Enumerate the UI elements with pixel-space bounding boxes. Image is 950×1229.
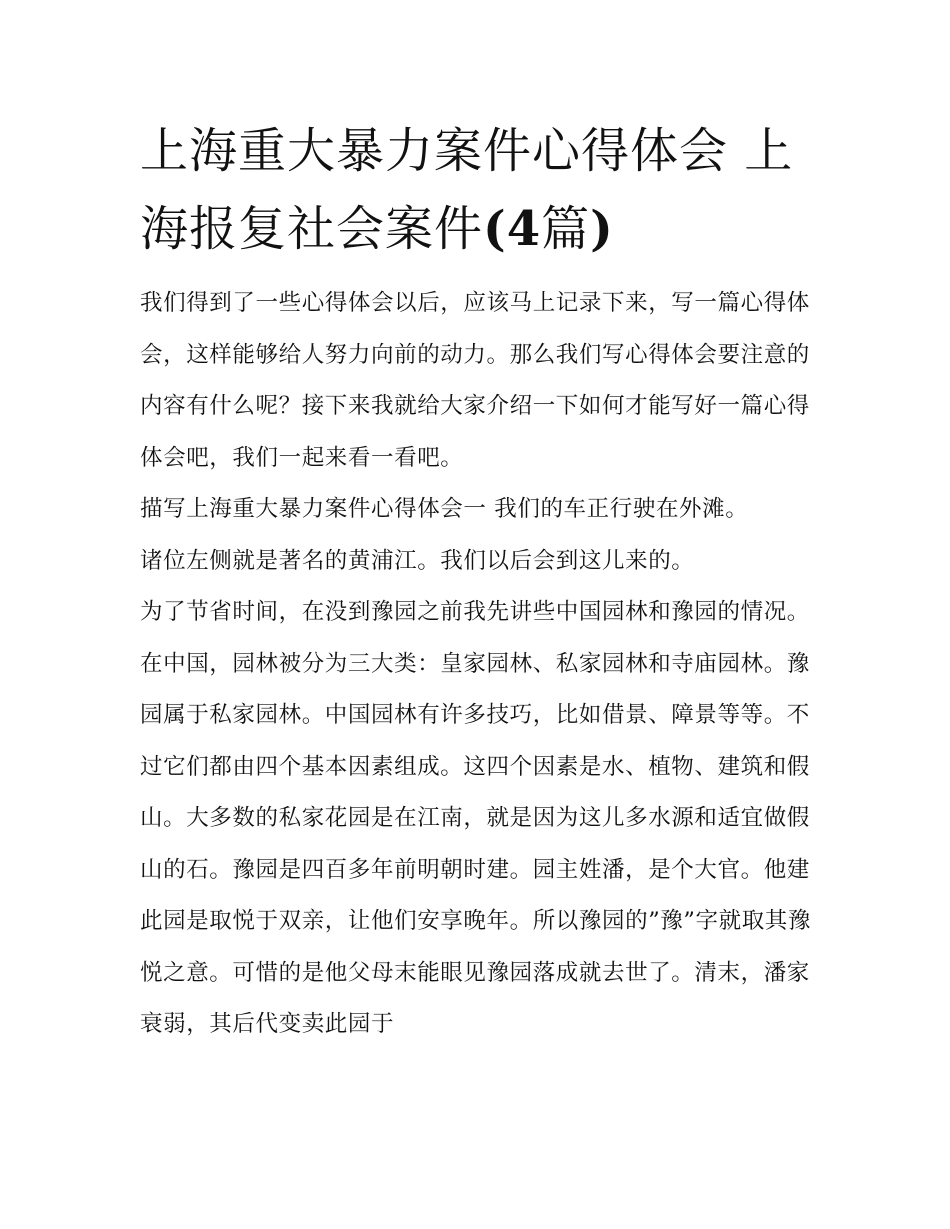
document-title: 上海重大暴力案件心得体会 上海报复社会案件(4篇) [140,123,794,257]
paragraph-huangpu: 诸位左侧就是著名的黄浦江。我们以后会到这儿来的。 [140,547,695,574]
document-body [140,278,820,1051]
paragraph-section-one: 描写上海重大暴力案件心得体会一 我们的车正行驶在外滩。 [140,496,749,522]
paragraph-gardens: 在中国，园林被分为三大类：皇家园林、私家园林和寺庙园林。豫园属于私家园林。中国园林有许多技巧，比如借景、障景等等。不过它们都由四个基本因素组成。这四个因素是水、植物、建筑和假山。大多数的私家花园是在江南，就是因为这儿多水源和适宜做假山的石。豫园是四百多年前明朝时建。园主姓潘，是个大官。他建此园是取悦于双亲，让他们安享晚年。所以豫园的”豫”字就取其豫悦之意。可惜的是他父母末能眼见豫园落成就去世了。清末，潘家衰弱，其后代变卖此园于 [140,650,812,1037]
paragraph-intro: 我们得到了一些心得体会以后，应该马上记录下来，写一篇心得体会，这样能够给人努力向前的动力。那么我们写心得体会要注意的内容有什么呢？接下来我就给大家介绍一下如何才能写好一篇心得体会吧，我们一起来看一看吧。 [140,290,810,471]
paragraph-time: 为了节省时间，在没到豫园之前我先讲些中国园林和豫园的情况。 [140,599,810,625]
